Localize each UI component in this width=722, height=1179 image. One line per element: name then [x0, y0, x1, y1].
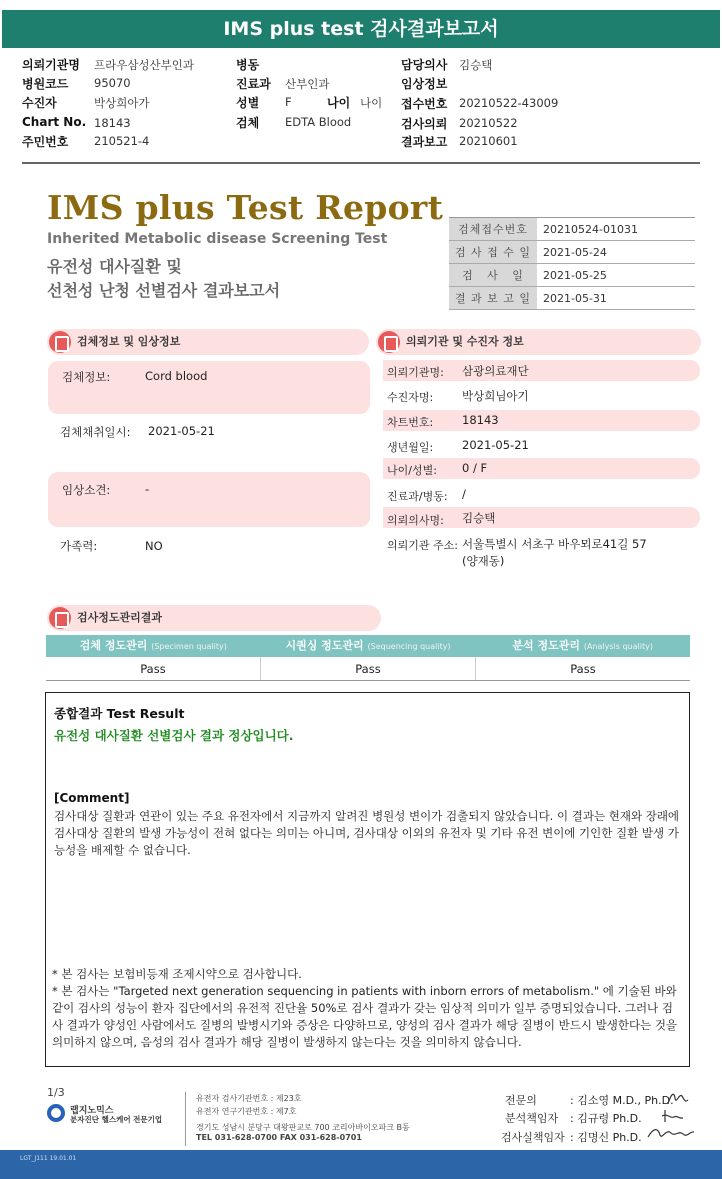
- address-key: 의뢰기관 주소:: [387, 539, 458, 552]
- date-row: [449, 287, 695, 310]
- meta-key: 나이: [327, 96, 351, 110]
- signature-3: [646, 1124, 696, 1142]
- date-row: [449, 241, 695, 264]
- family-history-value: NO: [145, 539, 163, 553]
- date-label: 검체접수번호: [449, 218, 537, 240]
- qc-column-label: 검체 정도관리: [79, 639, 148, 652]
- section-title: 검사정도관리결과: [77, 611, 163, 624]
- signer-name: : 김명신 Ph.D.: [570, 1131, 642, 1144]
- collection-date-value: 2021-05-21: [148, 424, 215, 438]
- divider: [22, 162, 700, 164]
- test-result-box: [45, 692, 690, 1067]
- patient-value: /: [462, 487, 466, 501]
- meta-value: 20210522: [459, 116, 518, 130]
- meta-key: 진료과: [236, 77, 271, 91]
- family-history-key: 가족력:: [60, 539, 98, 553]
- company-logo-icon: [47, 1104, 65, 1122]
- specimen-info-key: 검체정보:: [62, 370, 111, 384]
- specimen-info-value: Cord blood: [145, 369, 208, 383]
- meta-value: 김승택: [459, 58, 493, 72]
- date-value: 20210524-01031: [543, 223, 638, 236]
- comment-heading: [Comment]: [54, 791, 130, 805]
- meta-key: 병원코드: [22, 77, 69, 91]
- footer-divider: [185, 1092, 186, 1146]
- patient-section-header: [376, 329, 701, 355]
- page-number: 1/3: [47, 1086, 65, 1099]
- patient-value: 0 / F: [462, 461, 488, 475]
- qc-column-sub: (Analysis quality): [583, 642, 653, 651]
- company-tagline: 분자진단 헬스케어 전문기업: [70, 1115, 163, 1124]
- comment-text: 검사대상 질환과 연관이 있는 주요 유전자에서 지금까지 알려진 병원성 변이가 검출되지 않았습니다. 이 결과는 현재와 장래에 검사대상 질환의 발생 가능성이 전혀 없다는 의미는 아니며, 검사대상 이외의 유전자 및 기타 유전 변이에 기인한 질환 발생 가능성을 배제할 수 없습니다.: [54, 809, 680, 857]
- meta-value: F: [285, 95, 292, 109]
- qc-value: Pass: [46, 657, 261, 680]
- qc-value: Pass: [570, 662, 596, 676]
- result-heading: 종합결과 Test Result: [54, 706, 185, 721]
- patient-key: 나이/성별:: [387, 464, 437, 477]
- form-code: LGT_J111 19.01.01: [20, 1155, 77, 1162]
- report-subtitle-en: Inherited Metabolic disease Screening Test: [47, 231, 388, 247]
- meta-key: 주민번호: [22, 135, 69, 149]
- meta-value: EDTA Blood: [285, 115, 352, 129]
- meta-key: 담당의사: [401, 58, 448, 72]
- qc-header-row: [46, 635, 690, 657]
- report-title-kr: 선천성 난청 선별검사 결과보고서: [47, 281, 281, 300]
- date-row: [449, 218, 695, 241]
- qc-value-row: [46, 657, 690, 681]
- clinical-findings-value: -: [145, 482, 150, 496]
- company-name: 랩지노믹스: [70, 1106, 114, 1116]
- request-info: [22, 54, 702, 152]
- meta-key: 병동: [236, 58, 260, 72]
- meta-key: 검사의뢰: [401, 117, 448, 131]
- meta-key: 접수번호: [401, 97, 448, 111]
- clipboard-icon: [49, 607, 71, 629]
- meta-key: 검체: [236, 116, 260, 130]
- meta-key: 성별: [236, 96, 260, 110]
- qc-column-header: [261, 635, 476, 657]
- meta-value: 18143: [94, 116, 131, 130]
- date-value: 2021-05-24: [543, 246, 607, 259]
- meta-key: 수진자: [22, 96, 57, 110]
- signer-name: : 김규령 Ph.D.: [570, 1112, 642, 1125]
- receipt-dates-table: [449, 217, 695, 310]
- specimen-section-header: [47, 329, 369, 355]
- clipboard-icon: [378, 331, 400, 353]
- patient-value: 18143: [462, 413, 499, 427]
- patient-value: 김승택: [462, 511, 496, 525]
- meta-key: 결과보고: [401, 135, 448, 149]
- company-address: 경기도 성남시 분당구 대왕판교로 700 코리아바이오파크 B동: [196, 1123, 410, 1132]
- date-label: 검 사 일: [449, 264, 537, 286]
- date-value: 2021-05-31: [543, 292, 607, 305]
- meta-value: 프라우삼성산부인과: [94, 58, 194, 72]
- patient-key: 생년월일:: [387, 441, 434, 454]
- meta-value: 210521-4: [94, 134, 150, 148]
- patient-value: 2021-05-21: [462, 438, 529, 452]
- bottom-bar: [0, 1150, 722, 1179]
- qc-column-sub: (Specimen quality): [151, 642, 227, 651]
- date-label: 검 사 접 수 일: [449, 241, 537, 263]
- signer-role: 전문의: [505, 1094, 537, 1107]
- date-value: 2021-05-25: [543, 269, 607, 282]
- signer-name: : 김소영 M.D., Ph.D.: [570, 1094, 674, 1107]
- footnote: * 본 검사는 보험비등재 조제시약으로 검사합니다.: [52, 967, 302, 981]
- meta-value: 산부인과: [285, 77, 330, 91]
- patient-value: 삼광의료재단: [462, 364, 529, 378]
- patient-value: 박상희님아기: [462, 389, 529, 403]
- clipboard-icon: [49, 331, 71, 353]
- inst-number: 유전자 검사기관번호 : 제23호: [196, 1094, 302, 1103]
- address-value: 서울특별시 서초구 바우뫼로41길 57: [462, 537, 647, 551]
- qc-table: [46, 635, 690, 681]
- meta-key: 의뢰기관명: [22, 58, 80, 72]
- address-value: (양재동): [462, 554, 505, 568]
- clinical-findings-box: [48, 472, 370, 527]
- patient-key: 차트번호:: [387, 416, 434, 429]
- inst-number: 유전자 연구기관번호 : 제7호: [196, 1107, 297, 1116]
- report-header-bar: [0, 0, 722, 52]
- meta-value: 20210522-43009: [459, 96, 559, 110]
- signer-role: 검사실책임자: [501, 1131, 565, 1144]
- section-title: 검체정보 및 임상정보: [77, 335, 181, 348]
- qc-column-header: [475, 635, 690, 657]
- report-title-en: IMS plus Test Report: [47, 188, 444, 227]
- qc-column-sub: (Sequencing quality): [367, 642, 451, 651]
- patient-key: 수진자명:: [387, 391, 434, 404]
- meta-key: Chart No.: [22, 115, 87, 129]
- qc-value: Pass: [261, 657, 476, 680]
- company-phone: TEL 031-628-0700 FAX 031-628-0701: [196, 1133, 362, 1142]
- qc-column-label: 시퀀싱 정도관리: [285, 639, 364, 652]
- result-summary: 유전성 대사질환 선별검사 결과 정상입니다.: [54, 728, 294, 743]
- signer-role: 분석책임자: [505, 1112, 559, 1125]
- qc-section-header: [47, 605, 381, 631]
- report-title-kr: 유전성 대사질환 및: [47, 257, 182, 276]
- meta-value: 나이: [360, 96, 383, 110]
- qc-column-label: 분석 정도관리: [512, 639, 580, 652]
- meta-value: 박상희아가: [94, 96, 150, 110]
- date-row: [449, 264, 695, 287]
- meta-value: 95070: [94, 76, 131, 90]
- section-title: 의뢰기관 및 수진자 정보: [406, 335, 524, 348]
- footnote: * 본 검사는 "Targeted next generation sequencing in patients with inborn errors of metabolism." 에 기술된 바와 같이 검사의 성능이 환자 집단에서의 유전적 진단율 50%로 검사 결과가 갖는 임상적 의미가 일부 증명되었습니다. 그러나 검사 결과가 양성인 사람에서도 질병의 발병시기와 증상은 다양하므로, 양성의 검사 결과가 해당 질병이 반드시 발생한다는 것을 의미하지 않으며, 음성의 검사 결과가 해당 질병이 발생하지 않는다는 것을 의미하지 않습니다.: [52, 984, 678, 1049]
- qc-column-header: [46, 635, 261, 657]
- clinical-findings-key: 임상소견:: [62, 483, 111, 497]
- meta-key: 임상정보: [401, 77, 448, 91]
- patient-key: 의뢰기관명:: [387, 366, 444, 379]
- meta-value: 20210601: [459, 134, 518, 148]
- report-header-title: IMS plus test 검사결과보고서: [2, 10, 720, 48]
- collection-date-key: 검체채취일시:: [60, 425, 131, 439]
- patient-key: 의뢰의사명:: [387, 514, 444, 527]
- date-label: 결 과 보 고 일: [449, 287, 537, 309]
- patient-key: 진료과/병동:: [387, 490, 448, 503]
